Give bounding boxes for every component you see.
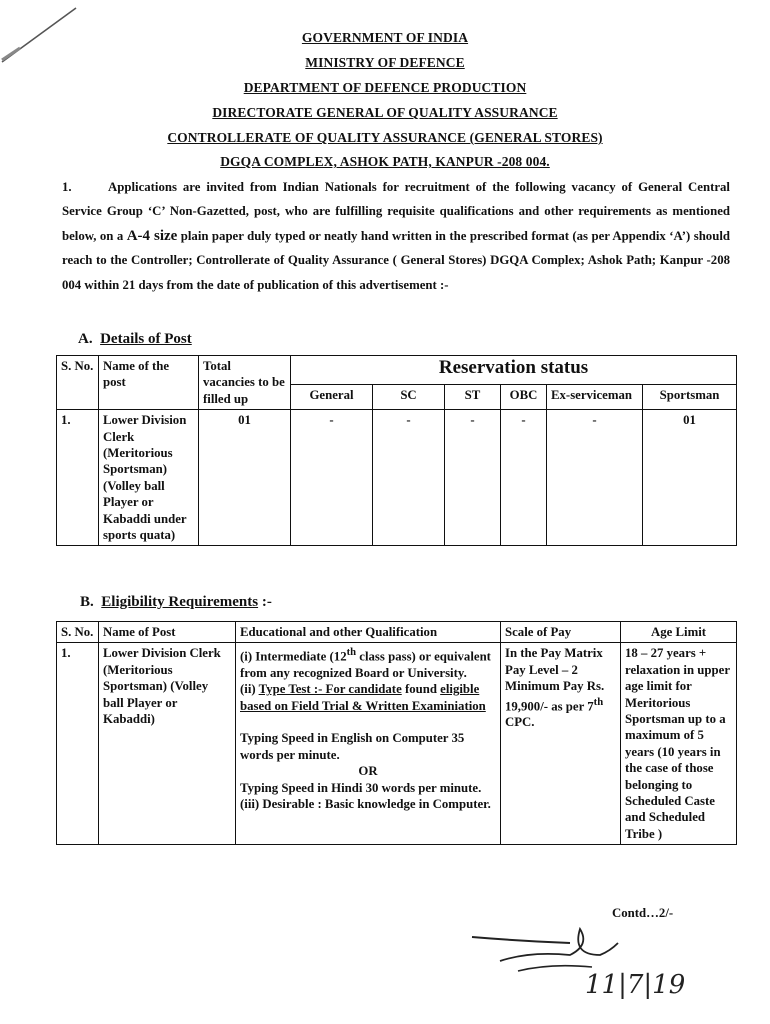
eligibility-header-row	[57, 622, 737, 643]
row-obc: -	[501, 410, 547, 546]
col-st: ST	[445, 385, 501, 410]
qualification-typing-hindi: Typing Speed in Hindi 30 words per minute.	[240, 780, 482, 795]
header-address: DGQA COMPLEX, ASHOK PATH, KANPUR -208 004.	[220, 154, 550, 169]
col-sc: SC	[373, 385, 445, 410]
col-scale-of-pay: Scale of Pay	[501, 622, 621, 643]
col-sno: S. No.	[57, 622, 99, 643]
eligibility-table	[56, 621, 737, 845]
section-b-heading	[80, 594, 272, 611]
section-a-title: Details of Post	[100, 331, 192, 347]
row-sno: 1.	[57, 410, 99, 546]
row-age-limit: 18 – 27 years + relaxation in upper age limit for Meritorious Sportsman up to a maximum of 5 years (10 years in the case of those belonging to Scheduled Caste and Scheduled Tribe )	[621, 643, 737, 845]
continued-note: Contd…2/-	[612, 906, 674, 920]
col-sportsman: Sportsman	[643, 385, 737, 410]
row-post-name: Lower Division Clerk (Meritorious Sportsman) (Volley ball Player or Kabaddi under sports quata)	[99, 410, 199, 546]
header-directorate: DIRECTORATE GENERAL OF QUALITY ASSURANCE	[212, 105, 558, 120]
details-of-post-table	[56, 355, 737, 546]
row-total: 01	[199, 410, 291, 546]
row-ex-serviceman: -	[547, 410, 643, 546]
row-sc: -	[373, 410, 445, 546]
row-qualification	[236, 643, 501, 845]
signature-date: 11|7|19	[585, 970, 686, 1000]
col-obc: OBC	[501, 385, 547, 410]
row-st: -	[445, 410, 501, 546]
row-scale-of-pay: In the Pay Matrix Pay Level – 2 Minimum Pay Rs. 19,900/- as per 7th CPC.	[501, 643, 621, 845]
intro-paper-size: A-4 size	[126, 227, 178, 244]
section-b-title: Eligibility Requirements	[101, 594, 259, 610]
reservation-status-heading: Reservation status	[291, 356, 737, 385]
section-a-heading	[78, 331, 192, 348]
qualification-or: OR	[358, 764, 378, 779]
qualification-typing-english: Typing Speed in English on Computer 35 words per minute.	[240, 731, 465, 762]
col-post-name: Name of the post	[99, 356, 199, 410]
qualification-type-test: (ii) Type Test :- For candidate found eligible based on Field Trial & Written Examiniation	[240, 682, 486, 713]
section-b-letter: B.	[80, 594, 94, 610]
row-sportsman: 01	[643, 410, 737, 546]
details-header-row	[57, 356, 737, 385]
col-qualification: Educational and other Qualification	[236, 622, 501, 643]
row-general: -	[291, 410, 373, 546]
section-a-letter: A.	[78, 331, 93, 347]
col-ex-serviceman: Ex-serviceman	[547, 385, 643, 410]
col-age-limit: Age Limit	[621, 622, 737, 643]
table-row	[57, 643, 737, 845]
col-sno: S. No.	[57, 356, 99, 410]
col-post-name: Name of Post	[99, 622, 236, 643]
intro-text-b: plain paper duly typed or neatly hand written in the prescribed format (as per Appendix ‘A’) should reach to the Controller; Controllerate of Quality Assurance ( General Stores) DGQA Complex; Ashok Path; Kanpur -208 004 within 21 days from the date of publication of this advertisement :-	[62, 228, 730, 292]
intro-paragraph	[62, 175, 730, 297]
header-ministry: MINISTRY OF DEFENCE	[305, 55, 465, 70]
header-government: GOVERNMENT OF INDIA	[301, 30, 469, 45]
qualification-desirable: (iii) Desirable : Basic knowledge in Computer.	[240, 796, 491, 811]
header-department: DEPARTMENT OF DEFENCE PRODUCTION	[243, 80, 527, 95]
col-total-vacancies: Total vacancies to be filled up	[199, 356, 291, 410]
intro-number: 1.	[62, 180, 72, 194]
row-post-name: Lower Division Clerk (Meritorious Sportsman) (Volley ball Player or Kabaddi)	[99, 643, 236, 845]
row-sno: 1.	[57, 643, 99, 845]
section-b-suffix: :-	[258, 594, 272, 610]
table-row	[57, 410, 737, 546]
handwritten-signature	[460, 915, 690, 1015]
qualification-intermediate: (i) Intermediate (12th class pass) or equivalent from any recognized Board or University.	[240, 647, 491, 681]
col-general: General	[291, 385, 373, 410]
intro-text-a: Applications are invited from Indian Nationals for recruitment of the following vacancy of General Central Service Group ‘C’ Non-Gazetted, post, who are fulfilling requisite qualifications and other requirements as mentioned below, on a	[62, 180, 730, 243]
header-controllerate: CONTROLLERATE OF QUALITY ASSURANCE (GENERAL STORES)	[167, 130, 603, 145]
